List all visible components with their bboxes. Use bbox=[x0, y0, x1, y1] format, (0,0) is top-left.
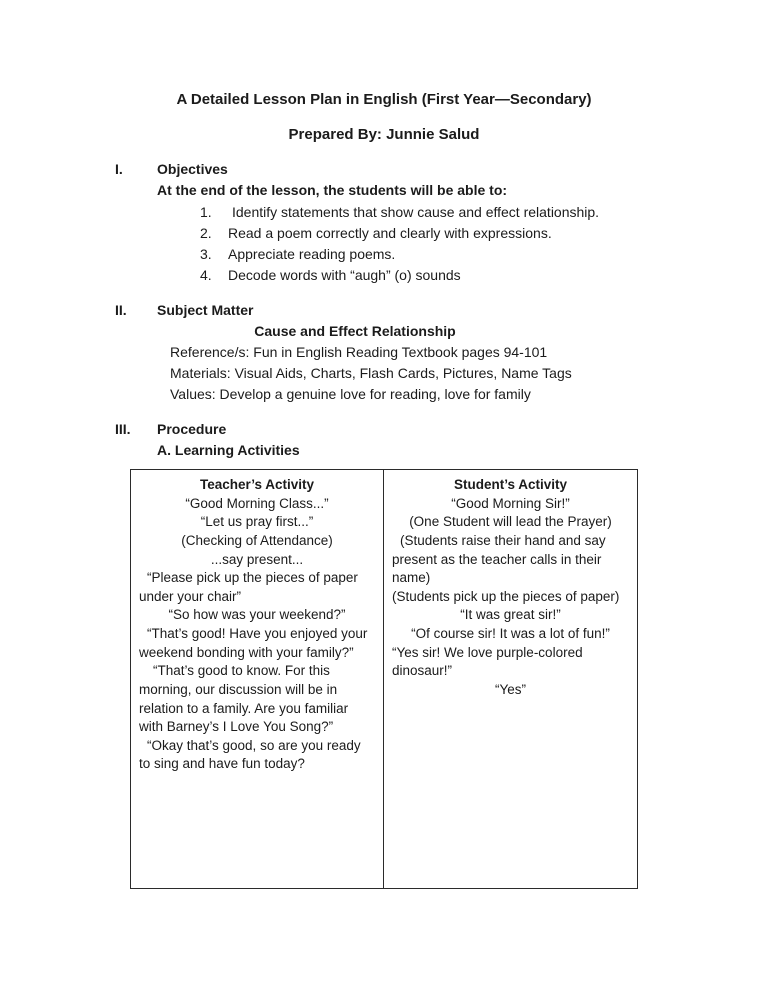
subject-matter-subtitle: Cause and Effect Relationship bbox=[254, 323, 456, 339]
item-text: Identify statements that show cause and effect relationship. bbox=[232, 204, 600, 220]
section-objectives-row bbox=[115, 159, 690, 180]
teacher-activity-paragraph: ...say present... bbox=[210, 551, 304, 567]
student-activity-column bbox=[384, 470, 637, 888]
student-activity-header: Student’s Activity bbox=[453, 477, 568, 492]
student-activity-paragraph: (Students raise their hand and say present as the teacher calls in their name) bbox=[392, 532, 606, 586]
section-subject-matter-row bbox=[115, 300, 690, 321]
procedure-numeral: III. bbox=[115, 421, 131, 437]
item-text: Decode words with “augh” (o) sounds bbox=[228, 267, 461, 283]
teacher-activity-paragraph: “Please pick up the pieces of paper under your chair” bbox=[139, 570, 358, 604]
objective-item bbox=[200, 202, 690, 223]
teacher-activity-paragraph: “So how was your weekend?” bbox=[168, 607, 346, 623]
teacher-activity-paragraph: (Checking of Attendance) bbox=[181, 532, 333, 548]
document-title: A Detailed Lesson Plan in English (First Year—Secondary) bbox=[176, 91, 592, 108]
values-line: Values: Develop a genuine love for reading, love for family bbox=[170, 386, 531, 402]
student-activity-paragraph: “Yes” bbox=[494, 681, 526, 697]
teacher-activity-column bbox=[131, 470, 384, 888]
teacher-activity-paragraph: “That’s good! Have you enjoyed your weekend bonding with your family?” bbox=[139, 626, 368, 660]
activities-table bbox=[130, 469, 638, 889]
section-procedure-row bbox=[115, 419, 690, 440]
teacher-activity-paragraph: “That’s good to know. For this morning, our discussion will be in relation to a family. Are you familiar with Barney’s I Love You Song?” bbox=[139, 663, 349, 735]
materials-line: Materials: Visual Aids, Charts, Flash Cards, Pictures, Name Tags bbox=[170, 365, 572, 381]
item-text: Read a poem correctly and clearly with expressions. bbox=[228, 225, 552, 241]
student-activity-paragraph: “It was great sir!” bbox=[460, 607, 561, 623]
objectives-intro: At the end of the lesson, the students will be able to: bbox=[157, 182, 508, 198]
objective-item bbox=[200, 223, 690, 244]
item-text: Appreciate reading poems. bbox=[228, 246, 396, 262]
teacher-activity-paragraph: “Let us pray first...” bbox=[200, 514, 314, 530]
item-number: 4. bbox=[200, 267, 212, 283]
item-number: 2. bbox=[200, 225, 212, 241]
item-number: 1. bbox=[200, 204, 212, 220]
teacher-activity-paragraph: “Okay that’s good, so are you ready to sing and have fun today? bbox=[139, 737, 361, 772]
objectives-heading: Objectives bbox=[157, 161, 228, 177]
student-activity-paragraph: (One Student will lead the Prayer) bbox=[409, 514, 612, 530]
procedure-heading: Procedure bbox=[157, 421, 227, 437]
prepared-by-line: Prepared By: Junnie Salud bbox=[288, 126, 480, 143]
objective-item bbox=[200, 265, 690, 286]
objective-item bbox=[200, 244, 690, 265]
student-activity-paragraph: “Yes sir! We love purple-colored dinosaur!” bbox=[392, 644, 583, 679]
item-number: 3. bbox=[200, 246, 212, 262]
objectives-numeral: I. bbox=[115, 161, 123, 177]
objectives-list bbox=[200, 202, 690, 286]
student-activity-paragraph: (Students pick up the pieces of paper) bbox=[392, 588, 620, 604]
student-activity-paragraph: “Of course sir! It was a lot of fun!” bbox=[411, 626, 610, 641]
subject-matter-heading: Subject Matter bbox=[157, 302, 254, 318]
learning-activities-heading: A. Learning Activities bbox=[157, 442, 300, 458]
subject-matter-numeral: II. bbox=[115, 302, 127, 318]
teacher-activity-paragraph: “Good Morning Class...” bbox=[185, 495, 329, 511]
teacher-activity-header: Teacher’s Activity bbox=[199, 477, 315, 492]
document-body bbox=[0, 159, 768, 889]
student-activity-paragraph: “Good Morning Sir!” bbox=[451, 495, 570, 511]
reference-line: Reference/s: Fun in English Reading Textbook pages 94-101 bbox=[170, 344, 548, 360]
